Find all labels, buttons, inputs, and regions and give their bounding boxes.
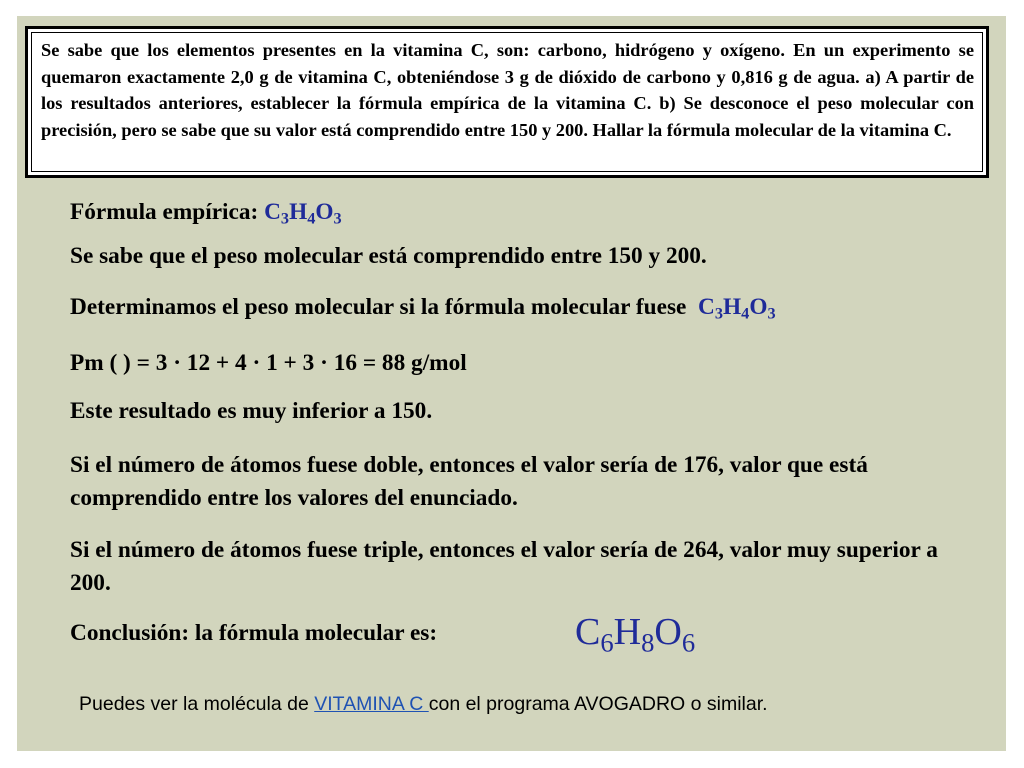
empirical-formula: $C_3H_4O_3$ — [264, 199, 342, 228]
molecular-formula: $C_6H_8O_6$ — [575, 611, 696, 658]
vitamina-c-link[interactable]: VITAMINA C — [314, 693, 429, 715]
problem-statement-text: Se sabe que los elementos presentes en la vitamina C, son: carbono, hidrógeno y oxígeno. En un experimento se quemaron exactamente 2,0 g de vitamina C, obteniéndose 3 g de dióxido de carbono y 0,816 g de agua. a) A partir de los resultados anteriores, establecer la fórmula empírica de la vitamina C. b) Se desconoce el peso molecular con precisión, pero se sabe que su valor está comprendido entre 150 y 200. Hallar la fórmula molecular de la vitamina C. — [31, 32, 983, 172]
double-atoms-text: Si el número de átomos fuese doble, entonces el valor sería de 176, valor que está comprendido entre los valores del enunciado. — [70, 452, 868, 511]
determine-line — [70, 294, 776, 321]
footer-text-after: con el programa AVOGADRO o similar. — [428, 693, 768, 715]
triple-atoms-text: Si el número de átomos fuese triple, entonces el valor sería de 264, valor muy superior a 200. — [70, 537, 938, 596]
conclusion-label: Conclusión: la fórmula molecular es: — [70, 620, 438, 646]
inferior-result-text: Este resultado es muy inferior a 150. — [70, 398, 433, 424]
slide — [17, 16, 1006, 751]
determine-text: Determinamos el peso molecular si la fórmula molecular fuese — [70, 294, 687, 320]
problem-statement-box — [25, 26, 989, 178]
footer-text-before: Puedes ver la molécula de — [79, 693, 315, 715]
footer-note — [79, 693, 768, 716]
molecular-weight-range-text: Se sabe que el peso molecular está comprendido entre 150 y 200. — [70, 243, 707, 269]
empirical-formula-label: Fórmula empírica: — [70, 199, 259, 225]
pm-calculation: Pm ( ) = 3 · 12 + 4 · 1 + 3 · 16 = 88 g/mol — [70, 350, 467, 376]
determine-formula: $C_3H_4O_3$ — [698, 294, 776, 323]
empirical-formula-line — [70, 199, 342, 226]
